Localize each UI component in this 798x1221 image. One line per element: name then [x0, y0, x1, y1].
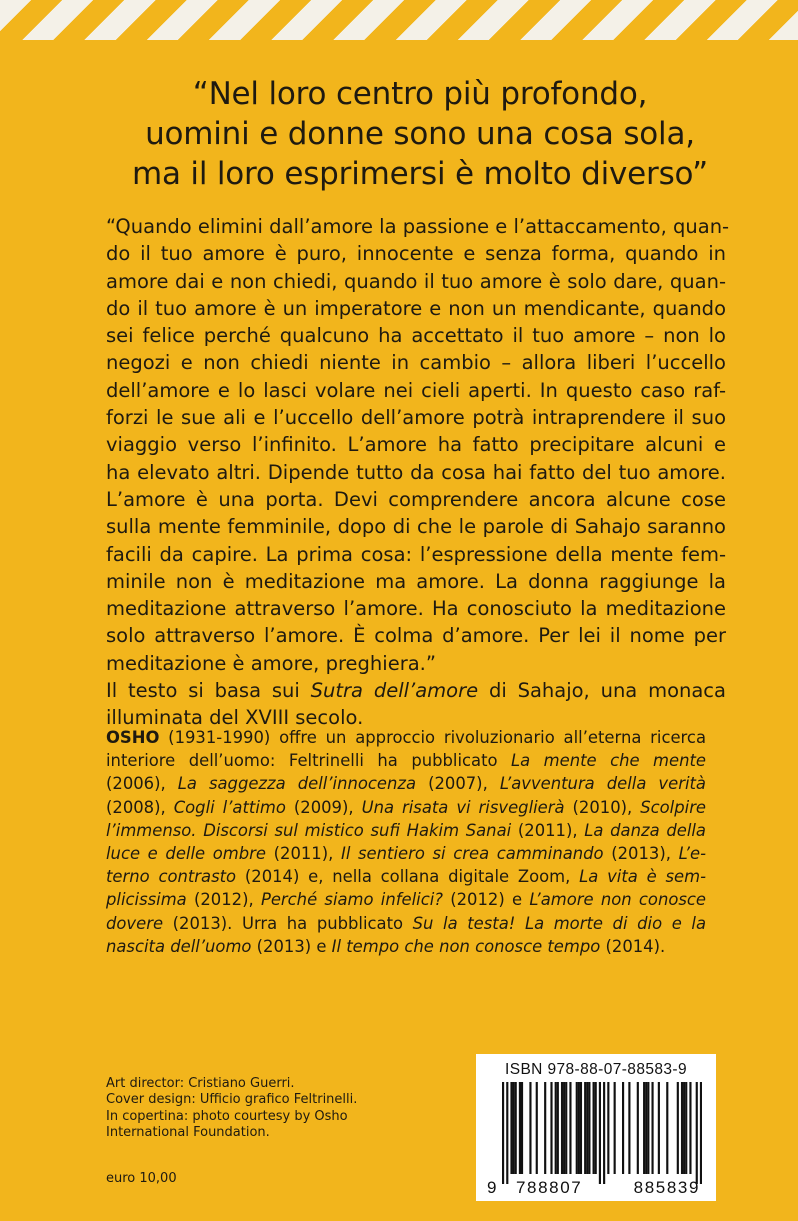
barcode-bar: [510, 1082, 512, 1174]
barcode-bar: [580, 1082, 582, 1174]
barcode-bar: [550, 1082, 552, 1174]
barcode-bar: [536, 1082, 538, 1174]
blurb-line: meditazione è amore, preghiera.”: [106, 651, 436, 675]
bio-line: (2008), Cogli l’attimo (2009), Una risata vi risveglierà (2010), Scolpire: [106, 797, 707, 817]
source-note-line: illuminata del XVIII secolo.: [106, 706, 364, 730]
ean-first-digit: 9: [487, 1178, 497, 1197]
blurb-line: negozi e non chiedi niente in cambio – allora liberi l’uccello: [106, 351, 726, 375]
blurb-line: sei felice perché qualcuno ha accettato il tuo amore – non lo: [106, 324, 726, 348]
barcode-bar: [622, 1082, 624, 1174]
price-label: euro 10,00: [106, 1171, 177, 1186]
blurb-line: forzi le sue ali e l’uccello dell’amore potrà intraprendere il suo: [106, 406, 726, 430]
barcode-bar: [685, 1082, 687, 1174]
barcode-bar: [521, 1082, 523, 1174]
barcode-bar: [666, 1082, 668, 1174]
quote-line: ma il loro esprimersi è molto diverso”: [131, 156, 709, 192]
barcode-guard-bar: [700, 1082, 702, 1184]
blurb-line: minile non è meditazione ma amore. La donna raggiunge la: [106, 569, 726, 593]
barcode-bar: [593, 1082, 595, 1174]
bio-line: terno contrasto (2014) e, nella collana digitale Zoom, La vita è sem-: [106, 867, 706, 887]
barcode-bar: [683, 1082, 685, 1174]
barcode-guard-bar: [599, 1082, 601, 1184]
author-name: OSHO: [106, 728, 160, 747]
blurb-line: facili da capire. La prima cosa: l’espressione della mente fem-: [106, 542, 726, 566]
blurb-line: do il tuo amore è puro, innocente e senza forma, quando in: [106, 242, 726, 266]
barcode-bar: [544, 1082, 546, 1174]
barcode-bar: [658, 1082, 660, 1174]
barcode-bar: [561, 1082, 563, 1174]
author-bio: [106, 726, 706, 958]
quote-line: “Nel loro centro più profondo,: [192, 76, 648, 112]
barcode-bar: [576, 1082, 578, 1174]
barcode-bar: [515, 1082, 517, 1174]
bio-line: (2006), La saggezza dell’innocenza (2007), L’avventura della verità: [106, 774, 706, 794]
credit-line: Art director: Cristiano Guerri.: [106, 1076, 295, 1091]
blurb-line: “Quando elimini dall’amore la passione e l’attaccamento, quan-: [106, 215, 730, 238]
barcode-bar: [681, 1082, 683, 1174]
blurb-line: L’amore è una porta. Devi comprendere ancora alcune cose: [106, 487, 726, 511]
barcode-bar: [614, 1082, 616, 1174]
bio-line: interiore dell’uomo: Feltrinelli ha pubblicato La mente che mente: [106, 751, 706, 771]
barcode-bar: [565, 1082, 567, 1174]
bio-line: plicissima (2012), Perché siamo infelici? (2012) e L’amore non conosce: [106, 890, 707, 910]
blurb-line: ha elevato altri. Dipende tutto da cosa hai fatto del tuo amore.: [106, 460, 726, 484]
cover-credits: [106, 1076, 436, 1142]
isbn-barcode: [476, 1054, 716, 1201]
blurb-line: viaggio verso l’infinito. L’amore ha fatto precipitare alcuni e: [106, 433, 726, 457]
barcode-bar: [557, 1082, 559, 1174]
barcode-bar: [647, 1082, 649, 1174]
barcode-bar: [586, 1082, 588, 1174]
barcode-bar: [643, 1082, 645, 1174]
ean-group-left: 788807: [516, 1178, 583, 1197]
barcode-bar: [584, 1082, 586, 1174]
ean-digits: [516, 1178, 700, 1198]
barcode-bar: [519, 1082, 521, 1174]
barcode-bar: [529, 1082, 531, 1174]
pull-quote: [60, 74, 780, 194]
barcode-bar: [607, 1082, 609, 1174]
barcode-bar: [637, 1082, 639, 1174]
bio-line: l’immenso. Discorsi sul mistico sufi Hakim Sanai (2011), La danza della: [106, 820, 706, 840]
source-title: Sutra dell’amore: [310, 679, 479, 703]
barcode-bar: [645, 1082, 647, 1174]
credit-line: Cover design: Ufficio grafico Feltrinelli.: [106, 1092, 358, 1108]
blurb-line: do il tuo amore è un imperatore e non un mendicante, quando: [106, 296, 726, 320]
barcode-bar: [595, 1082, 597, 1174]
barcode-guard-bar: [696, 1082, 698, 1184]
barcode-guard-bar: [502, 1082, 504, 1184]
credit-line: In copertina: photo courtesy by Osho: [106, 1108, 348, 1124]
bio-line: nascita dell’uomo (2013) e Il tempo che non conosce tempo (2014).: [106, 936, 666, 956]
barcode-guard-bar: [506, 1082, 508, 1184]
barcode-bar: [677, 1082, 679, 1174]
barcode-bar: [588, 1082, 590, 1174]
quote-line: uomini e donne sono una cosa sola,: [145, 116, 695, 152]
credit-line: International Foundation.: [106, 1125, 270, 1141]
ean-group-right: 885839: [633, 1178, 700, 1197]
bio-line: luce e delle ombre (2011), Il sentiero si crea camminando (2013), L’e-: [106, 844, 706, 864]
barcode-bar: [563, 1082, 565, 1174]
barcode-bar: [689, 1082, 691, 1174]
barcode-bar: [569, 1082, 571, 1174]
barcode-bar: [578, 1082, 580, 1174]
bio-line: dovere (2013). Urra ha pubblicato Su la testa! La morte di dio e la: [106, 913, 706, 933]
barcode-bar: [651, 1082, 653, 1174]
barcode-guard-bar: [603, 1082, 605, 1184]
blurb-line: dell’amore e lo lasci volare nei cieli aperti. In questo caso raf-: [106, 378, 726, 402]
blurb-line: amore dai e non chiedi, quando il tuo amore è solo dare, quan-: [106, 269, 726, 293]
source-note-line: Il testo si basa sui Sutra dell’amore di Sahajo, una monaca: [106, 679, 726, 703]
striped-top-band: [0, 0, 798, 40]
barcode-bars: [502, 1082, 702, 1184]
blurb-line: sulla mente femminile, dopo di che le parole di Sahajo saranno: [106, 515, 726, 539]
isbn-number: ISBN 978-88-07-88583-9: [505, 1061, 687, 1078]
bio-line: OSHO (1931-1990) offre un approccio rivoluzionario all’eterna ricerca: [106, 728, 706, 747]
barcode-bar: [555, 1082, 557, 1174]
blurb-text: [106, 213, 730, 732]
barcode-bar: [628, 1082, 630, 1174]
barcode-bar: [513, 1082, 515, 1174]
blurb-line: meditazione attraverso l’amore. Ha conosciuto la meditazione: [106, 597, 726, 621]
blurb-line: solo attraverso l’amore. È colma d’amore. Per lei il nome per: [106, 624, 726, 648]
